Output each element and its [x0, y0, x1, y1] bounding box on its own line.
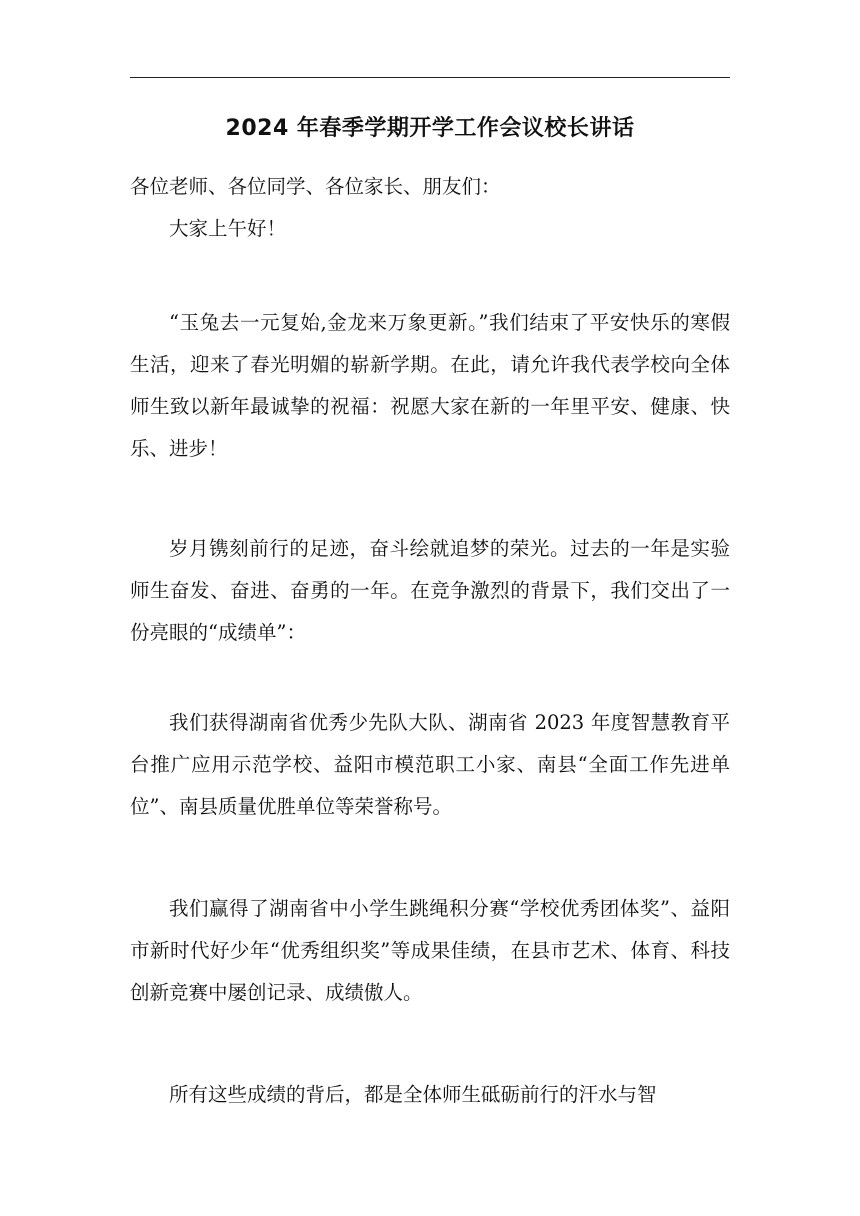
greeting: 大家上午好！: [169, 217, 287, 240]
header-rule: [130, 77, 730, 78]
document-title: 2024 年春季学期开学工作会议校长讲话: [225, 116, 635, 141]
paragraph-5: 所有这些成绩的背后，都是全体师生砥砺前行的汗水与智: [169, 1083, 657, 1106]
paragraph-1: “玉兔去一元复始,金龙来万象更新。”我们结束了平安快乐的寒假生活，迎来了春光明媚的崭新学期。在此，请允许我代表学校向全体师生致以新年最诚挚的祝福：祝愿大家在新的一年里平安、健康、快乐、进步！: [130, 311, 730, 460]
paragraph-2: 岁月镌刻前行的足迹，奋斗绘就追梦的荣光。过去的一年是实验师生奋发、奋进、奋勇的一年。在竞争激烈的背景下，我们交出了一份亮眼的“成绩单”：: [130, 537, 730, 644]
salutation: 各位老师、各位同学、各位家长、朋友们：: [130, 175, 501, 198]
paragraph-4: 我们赢得了湖南省中小学生跳绳积分赛“学校优秀团体奖”、益阳市新时代好少年“优秀组织奖”等成果佳绩，在县市艺术、体育、科技创新竞赛中屡创记录、成绩傲人。: [130, 897, 730, 1004]
paragraph-3: 我们获得湖南省优秀少先队大队、湖南省 2023 年度智慧教育平台推广应用示范学校、益阳市模范职工小家、南县“全面工作先进单位”、南县质量优胜单位等荣誉称号。: [130, 711, 730, 818]
